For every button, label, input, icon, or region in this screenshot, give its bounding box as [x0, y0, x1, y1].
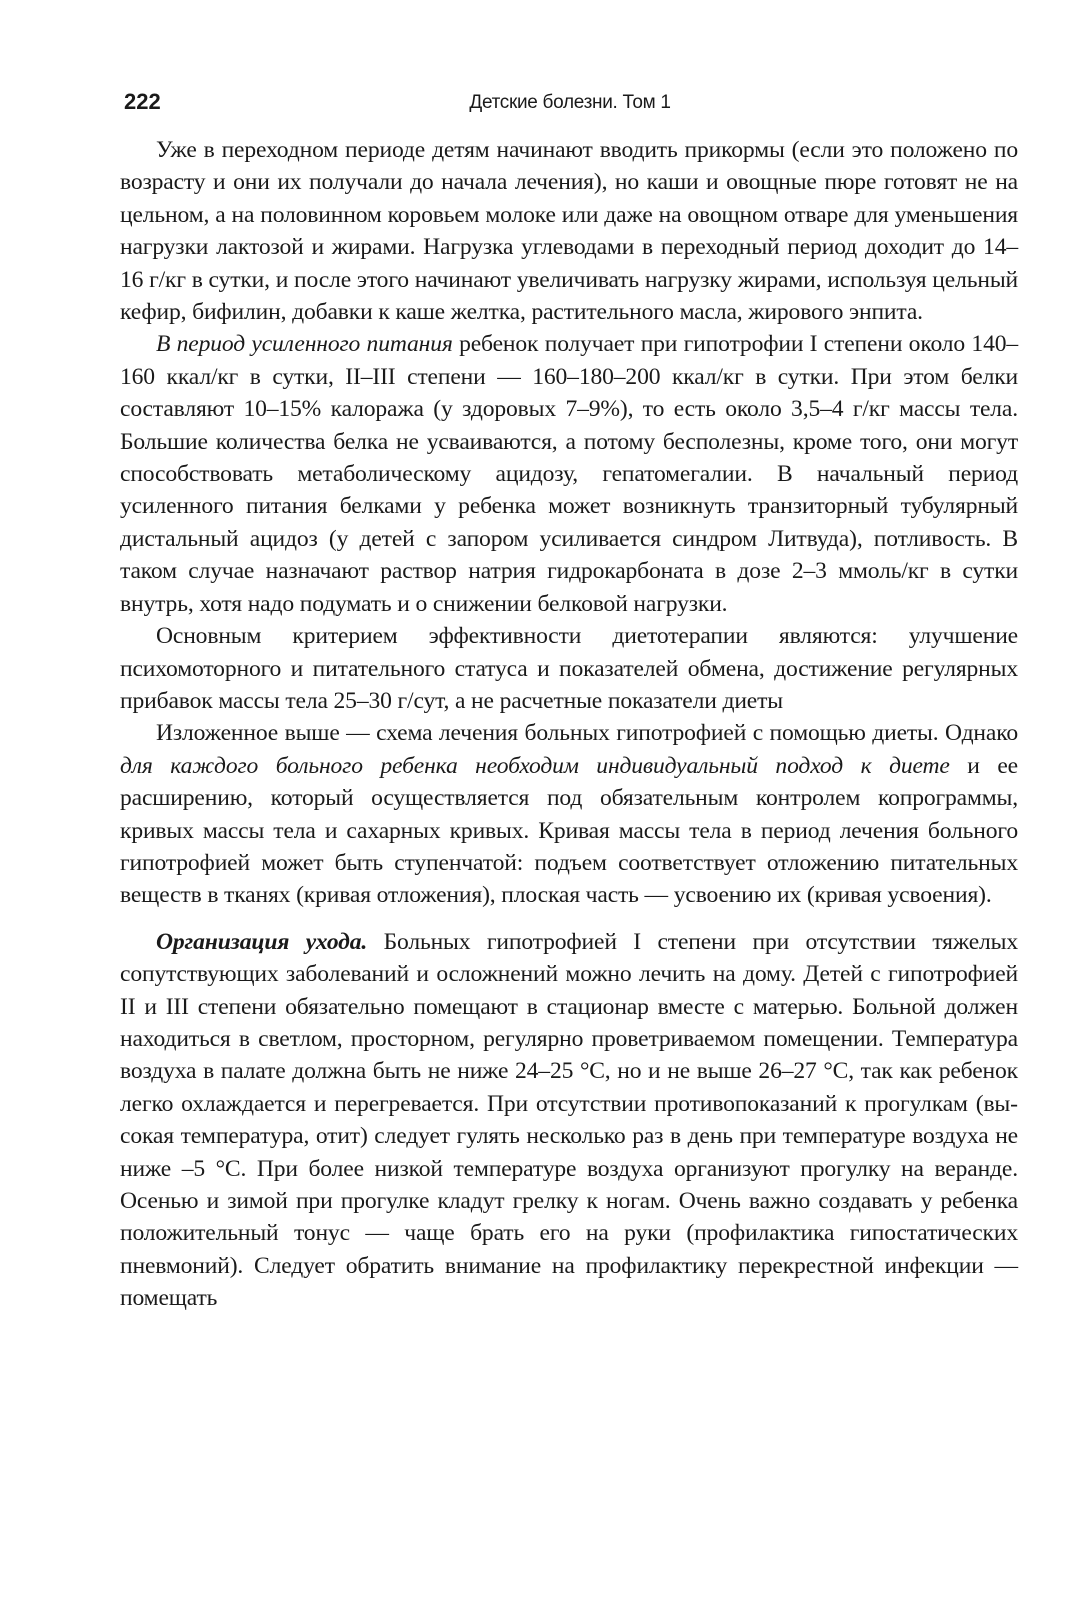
paragraph-text: и ее расширению, который осуществляется под обязательным контролем копрограммы, кривых массы тела и сахарных кривых. Кривая массы тела в период лечения больного гипотрофией может быть ступенчатой: подъем соответствует отложению питательных веществ в тканях (кривая отложения), плоская часть — усвоению их (кривая усвоения). — [120, 752, 1018, 909]
paragraph-text: Уже в переходном периоде детям начинают вводить прикормы (если это положено по возрасту и они их получали до начала лечения), но каши и овощные пюре готовят не на цельном, а на половинном коровьем молоке или даже на овощном отваре для уменьшения нагрузки лактозой и жирами. Нагрузка углеводами в переходный период доходит до 14–16 г/кг в сутки, и после этого начинают увеличивать нагрузку жирами, используя цельный кефир, бифилин, добавки к каше желтка, растительного масла, жирового энпита. — [120, 137, 1018, 326]
paragraph-enhanced-nutrition — [120, 328, 1018, 620]
paragraph-care-organization — [120, 926, 1018, 1315]
page-number: 222 — [124, 89, 161, 114]
paragraph-text: ребенок получает при гипотрофии I степени около 140–160 ккал/кг в сутки, II–III степени — 160–180–200 ккал/кг в сутки. При этом белки составляют 10–15% калоража (у здоровых 7–9%), то есть около 3,5–4 г/кг массы тела. Большие количества белка не усваиваются, а потому бесполезны, кроме того, они могут способствовать метаболическому ацидозу, гепатомегалии. В начальный период усиленного питания белками у ребенка может возникнуть транзиторный тубулярный дистальный ацидоз (у детей с запором усиливается синдром Литвуда), потливость. В таком случае назначают раствор натрия гидрокарбоната в дозе 2–3 ммоль/кг в сутки внутрь, хотя надо подумать и о снижении белковой нагрузки. — [120, 331, 1019, 617]
paragraph-individual-approach — [120, 717, 1018, 911]
paragraph-transitional-period — [120, 134, 1018, 328]
paragraph-text: Изложенное выше — схема лечения больных гипотрофией с помощью диеты. Однако — [156, 720, 1018, 747]
italic-lead: В период усиленного питания — [156, 331, 453, 358]
paragraph-efficacy-criterion — [120, 620, 1018, 717]
body-text — [120, 134, 1018, 1315]
book-title: Детские болезни. Том 1 — [469, 92, 671, 113]
italic-emphasis: для каждого больного ребенка необходим индивидуальный подход к диете — [120, 752, 950, 779]
running-header — [120, 88, 1020, 118]
paragraph-text: Больных гипотрофией I степени при отсутствии тяжелых сопутствующих заболеваний и осложнений можно лечить на дому. Детей с гипотрофией II и III степени обязательно помещают в стационар вместе с матерью. Больной должен находиться в светлом, просторном, регулярно проветриваемом помещении. Температура воздуха в палате должна быть не ниже 24–25 °С, но и не выше 26–27 °С, так как ребенок легко охлаждается и перегревается. При отсутствии противопоказаний к прогулкам (высокая температура, отит) следует гулять несколько раз в день при температуре воздуха не ниже –5 °С. При более низкой температуре воздуха организуют прогулку на веранде. Осенью и зимой при прогулке кладут грелку к ногам. Очень важно создавать у ребенка положительный тонус — чаще брать его на руки (профилактика гипостатических пневмоний). Следует обратить внимание на профилактику перекрестной инфекции — помещать — [120, 928, 1018, 1312]
run-in-heading: Организация ухода. — [156, 928, 368, 955]
paragraph-text: Основным критерием эффективности диетотерапии являются: улучшение психомоторного и питательного статуса и показателей обмена, достижение регулярных прибавок массы тела 25–30 г/сут, а не расчетные показатели диеты — [120, 623, 1018, 714]
